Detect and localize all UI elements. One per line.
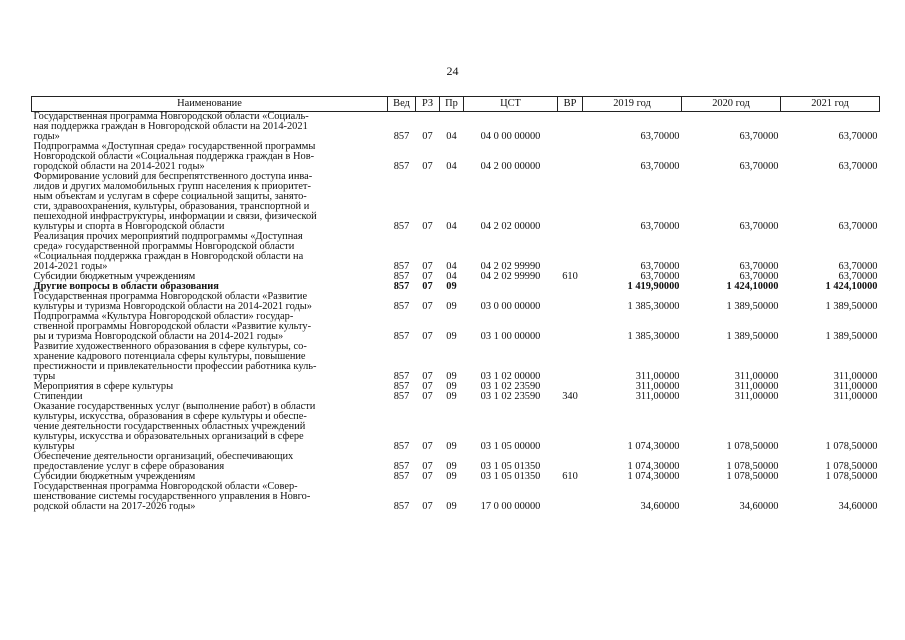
row-vr <box>558 452 583 472</box>
row-2019: 63,70000 <box>640 271 680 282</box>
row-cst <box>464 282 558 292</box>
row-cst: 04 2 02 99990 <box>480 271 541 282</box>
row-cst: 03 1 00 00000 <box>480 331 541 342</box>
row-pr: 09 <box>446 381 457 392</box>
row-name: Государственная программа Новгородской области «Социаль- ная поддержка граждан в Новгородской области на 2014-2021 годы» <box>33 111 309 142</box>
row-rz: 07 <box>422 271 433 282</box>
row-ved: 857 <box>393 261 410 272</box>
row-name: Обеспечение деятельности организаций, обеспечивающих предоставление услуг в сфере образования <box>33 451 294 472</box>
row-name: Государственная программа Новгородской области «Совер- шенствование системы государственного управления в Новго- родской области на 2017-2026 годы» <box>33 481 311 512</box>
row-2020: 63,70000 <box>739 131 779 142</box>
table-body <box>32 112 880 513</box>
row-2021: 311,00000 <box>833 391 878 402</box>
row-2020: 1 424,10000 <box>726 281 779 292</box>
row-cst: 17 0 00 00000 <box>480 501 541 512</box>
row-2019: 1 419,90000 <box>627 281 680 292</box>
row-rz: 07 <box>422 391 433 402</box>
row-pr: 04 <box>446 261 457 272</box>
row-name: Государственная программа Новгородской области «Развитие культуры и туризма Новгородской области на 2014-2021 годы» <box>33 291 312 312</box>
row-pr: 09 <box>446 301 457 312</box>
row-vr <box>558 342 583 382</box>
row-pr: 09 <box>446 371 457 382</box>
row-2019: 63,70000 <box>640 261 680 272</box>
row-cst: 04 2 02 00000 <box>480 221 541 232</box>
row-cst: 03 0 00 00000 <box>480 301 541 312</box>
row-pr: 04 <box>446 131 457 142</box>
header-vr: ВР <box>558 97 583 112</box>
row-pr: 09 <box>446 441 457 452</box>
row-vr <box>558 292 583 312</box>
row-2021: 1 389,50000 <box>825 331 878 342</box>
row-rz: 07 <box>422 281 433 292</box>
row-2019: 63,70000 <box>640 131 680 142</box>
row-vr <box>558 112 583 143</box>
row-2020: 63,70000 <box>739 271 779 282</box>
row-2020: 311,00000 <box>734 391 779 402</box>
row-name: Подпрограмма «Культура Новгородской области» государ- ственной программы Новгородской области «Развитие культу- ры и туризма Новгородской области на 2014-2021 годы» <box>33 311 312 342</box>
row-name: Стипендии <box>33 391 83 402</box>
row-ved: 857 <box>393 131 410 142</box>
row-pr: 09 <box>446 331 457 342</box>
row-ved: 857 <box>393 371 410 382</box>
budget-table <box>31 96 880 512</box>
row-vr <box>558 142 583 172</box>
row-2021: 63,70000 <box>838 221 878 232</box>
row-2021: 1 078,50000 <box>825 441 878 452</box>
row-cst: 03 1 02 23590 <box>480 391 541 402</box>
table-header-row <box>32 97 880 112</box>
row-name: Формирование условий для беспрепятственного доступа инва- лидов и других маломобильных групп населения к приоритет- ным объектам и услугам в сфере социальной защиты, занято- сти, здравоохранения, культуры, образования, транспортной и пешеходной инфраструктуры, информации и связи, физической культуры и спорта в Новгородской области <box>33 171 317 232</box>
row-2020: 1 389,50000 <box>726 331 779 342</box>
row-2021: 63,70000 <box>838 261 878 272</box>
row-2021: 311,00000 <box>833 371 878 382</box>
table-row <box>32 172 880 232</box>
row-2019: 1 074,30000 <box>627 471 680 482</box>
row-2020: 63,70000 <box>739 261 779 272</box>
row-ved: 857 <box>393 281 410 292</box>
table-row <box>32 142 880 172</box>
row-2019: 311,00000 <box>635 391 680 402</box>
row-2020: 1 078,50000 <box>726 441 779 452</box>
row-vr: 610 <box>562 271 578 282</box>
header-2020: 2020 год <box>682 97 781 112</box>
row-name: Оказание государственных услуг (выполнение работ) в области культуры, искусства, образования в сфере культуры и обеспе- чение деятельности государственных областных учреждений культуры, искусства и образовательных организаций в сфере культуры <box>33 401 316 452</box>
row-2021: 311,00000 <box>833 381 878 392</box>
row-ved: 857 <box>393 301 410 312</box>
row-name: Субсидии бюджетным учреждениям <box>33 271 196 282</box>
row-2020: 63,70000 <box>739 221 779 232</box>
row-2020: 1 078,50000 <box>726 471 779 482</box>
row-rz: 07 <box>422 331 433 342</box>
row-2021: 1 389,50000 <box>825 301 878 312</box>
row-name: Другие вопросы в области образования <box>33 281 219 292</box>
row-2020: 311,00000 <box>734 381 779 392</box>
row-vr <box>558 232 583 272</box>
table-row <box>32 452 880 472</box>
row-name: Субсидии бюджетным учреждениям <box>33 471 196 482</box>
row-rz: 07 <box>422 501 433 512</box>
row-2021: 1 078,50000 <box>825 461 878 472</box>
row-cst: 03 1 02 23590 <box>480 381 541 392</box>
row-rz: 07 <box>422 221 433 232</box>
row-pr: 09 <box>446 281 457 292</box>
row-2019: 311,00000 <box>635 381 680 392</box>
row-rz: 07 <box>422 441 433 452</box>
row-vr <box>558 282 583 292</box>
header-pr: Пр <box>440 97 464 112</box>
row-pr: 04 <box>446 221 457 232</box>
row-name: Реализация прочих мероприятий подпрограммы «Доступная среда» государственной программы Новгородской области «Социальная поддержка граждан в Новгородской области на 2014-2021 годы» <box>33 231 304 272</box>
header-name: Наименование <box>32 97 388 112</box>
row-2020: 63,70000 <box>739 161 779 172</box>
row-vr <box>558 312 583 342</box>
table-row <box>32 232 880 272</box>
row-2019: 1 074,30000 <box>627 461 680 472</box>
row-2019: 63,70000 <box>640 161 680 172</box>
row-ved: 857 <box>393 271 410 282</box>
row-vr: 610 <box>562 471 578 482</box>
row-2019: 1 385,30000 <box>627 331 680 342</box>
row-2019: 63,70000 <box>640 221 680 232</box>
row-cst: 04 2 02 99990 <box>480 261 541 272</box>
row-pr: 09 <box>446 471 457 482</box>
row-2021: 63,70000 <box>838 161 878 172</box>
row-ved: 857 <box>393 501 410 512</box>
header-2019: 2019 год <box>583 97 682 112</box>
row-2020: 34,60000 <box>739 501 779 512</box>
row-2021: 34,60000 <box>838 501 878 512</box>
page-number: 24 <box>446 64 459 78</box>
row-rz: 07 <box>422 471 433 482</box>
header-cst: ЦСТ <box>464 97 558 112</box>
row-ved: 857 <box>393 221 410 232</box>
row-2020: 1 078,50000 <box>726 461 779 472</box>
row-vr <box>558 402 583 452</box>
row-2019: 1 074,30000 <box>627 441 680 452</box>
row-rz: 07 <box>422 461 433 472</box>
row-rz: 07 <box>422 261 433 272</box>
row-name: Подпрограмма «Доступная среда» государственной программы Новгородской области «Социальная поддержка граждан в Нов- городской области на 2014-2021 годы» <box>33 141 316 172</box>
row-ved: 857 <box>393 381 410 392</box>
row-rz: 07 <box>422 131 433 142</box>
row-pr: 09 <box>446 461 457 472</box>
row-2019: 311,00000 <box>635 371 680 382</box>
row-pr: 09 <box>446 391 457 402</box>
row-ved: 857 <box>393 441 410 452</box>
header-rz: РЗ <box>416 97 440 112</box>
row-cst: 03 1 05 01350 <box>480 471 541 482</box>
table-row <box>32 112 880 143</box>
row-2021: 1 424,10000 <box>825 281 878 292</box>
row-2019: 1 385,30000 <box>627 301 680 312</box>
row-vr <box>558 172 583 232</box>
row-2020: 1 389,50000 <box>726 301 779 312</box>
row-2021: 63,70000 <box>838 131 878 142</box>
row-ved: 857 <box>393 161 410 172</box>
row-rz: 07 <box>422 161 433 172</box>
row-2021: 63,70000 <box>838 271 878 282</box>
row-cst: 04 0 00 00000 <box>480 131 541 142</box>
row-ved: 857 <box>393 461 410 472</box>
row-ved: 857 <box>393 471 410 482</box>
header-2021: 2021 год <box>781 97 880 112</box>
row-2019: 34,60000 <box>640 501 680 512</box>
table-row <box>32 312 880 342</box>
row-cst: 03 1 05 01350 <box>480 461 541 472</box>
header-ved: Вед <box>388 97 416 112</box>
row-vr: 340 <box>562 391 578 402</box>
row-cst: 04 2 00 00000 <box>480 161 541 172</box>
row-pr: 09 <box>446 501 457 512</box>
row-cst: 03 1 05 00000 <box>480 441 541 452</box>
row-name: Развитие художественного образования в сфере культуры, со- хранение кадрового потенциала сферы культуры, повышение престижности и привлекательности профессии работника куль- туры <box>33 341 317 382</box>
table-row <box>32 402 880 452</box>
row-vr <box>558 482 583 512</box>
table-row <box>32 342 880 382</box>
row-ved: 857 <box>393 391 410 402</box>
row-rz: 07 <box>422 301 433 312</box>
table-row <box>32 482 880 512</box>
row-ved: 857 <box>393 331 410 342</box>
row-pr: 04 <box>446 271 457 282</box>
row-rz: 07 <box>422 371 433 382</box>
row-cst: 03 1 02 00000 <box>480 371 541 382</box>
row-2020: 311,00000 <box>734 371 779 382</box>
row-rz: 07 <box>422 381 433 392</box>
row-name: Мероприятия в сфере культуры <box>33 381 174 392</box>
row-pr: 04 <box>446 161 457 172</box>
table-row <box>32 292 880 312</box>
row-2021: 1 078,50000 <box>825 471 878 482</box>
